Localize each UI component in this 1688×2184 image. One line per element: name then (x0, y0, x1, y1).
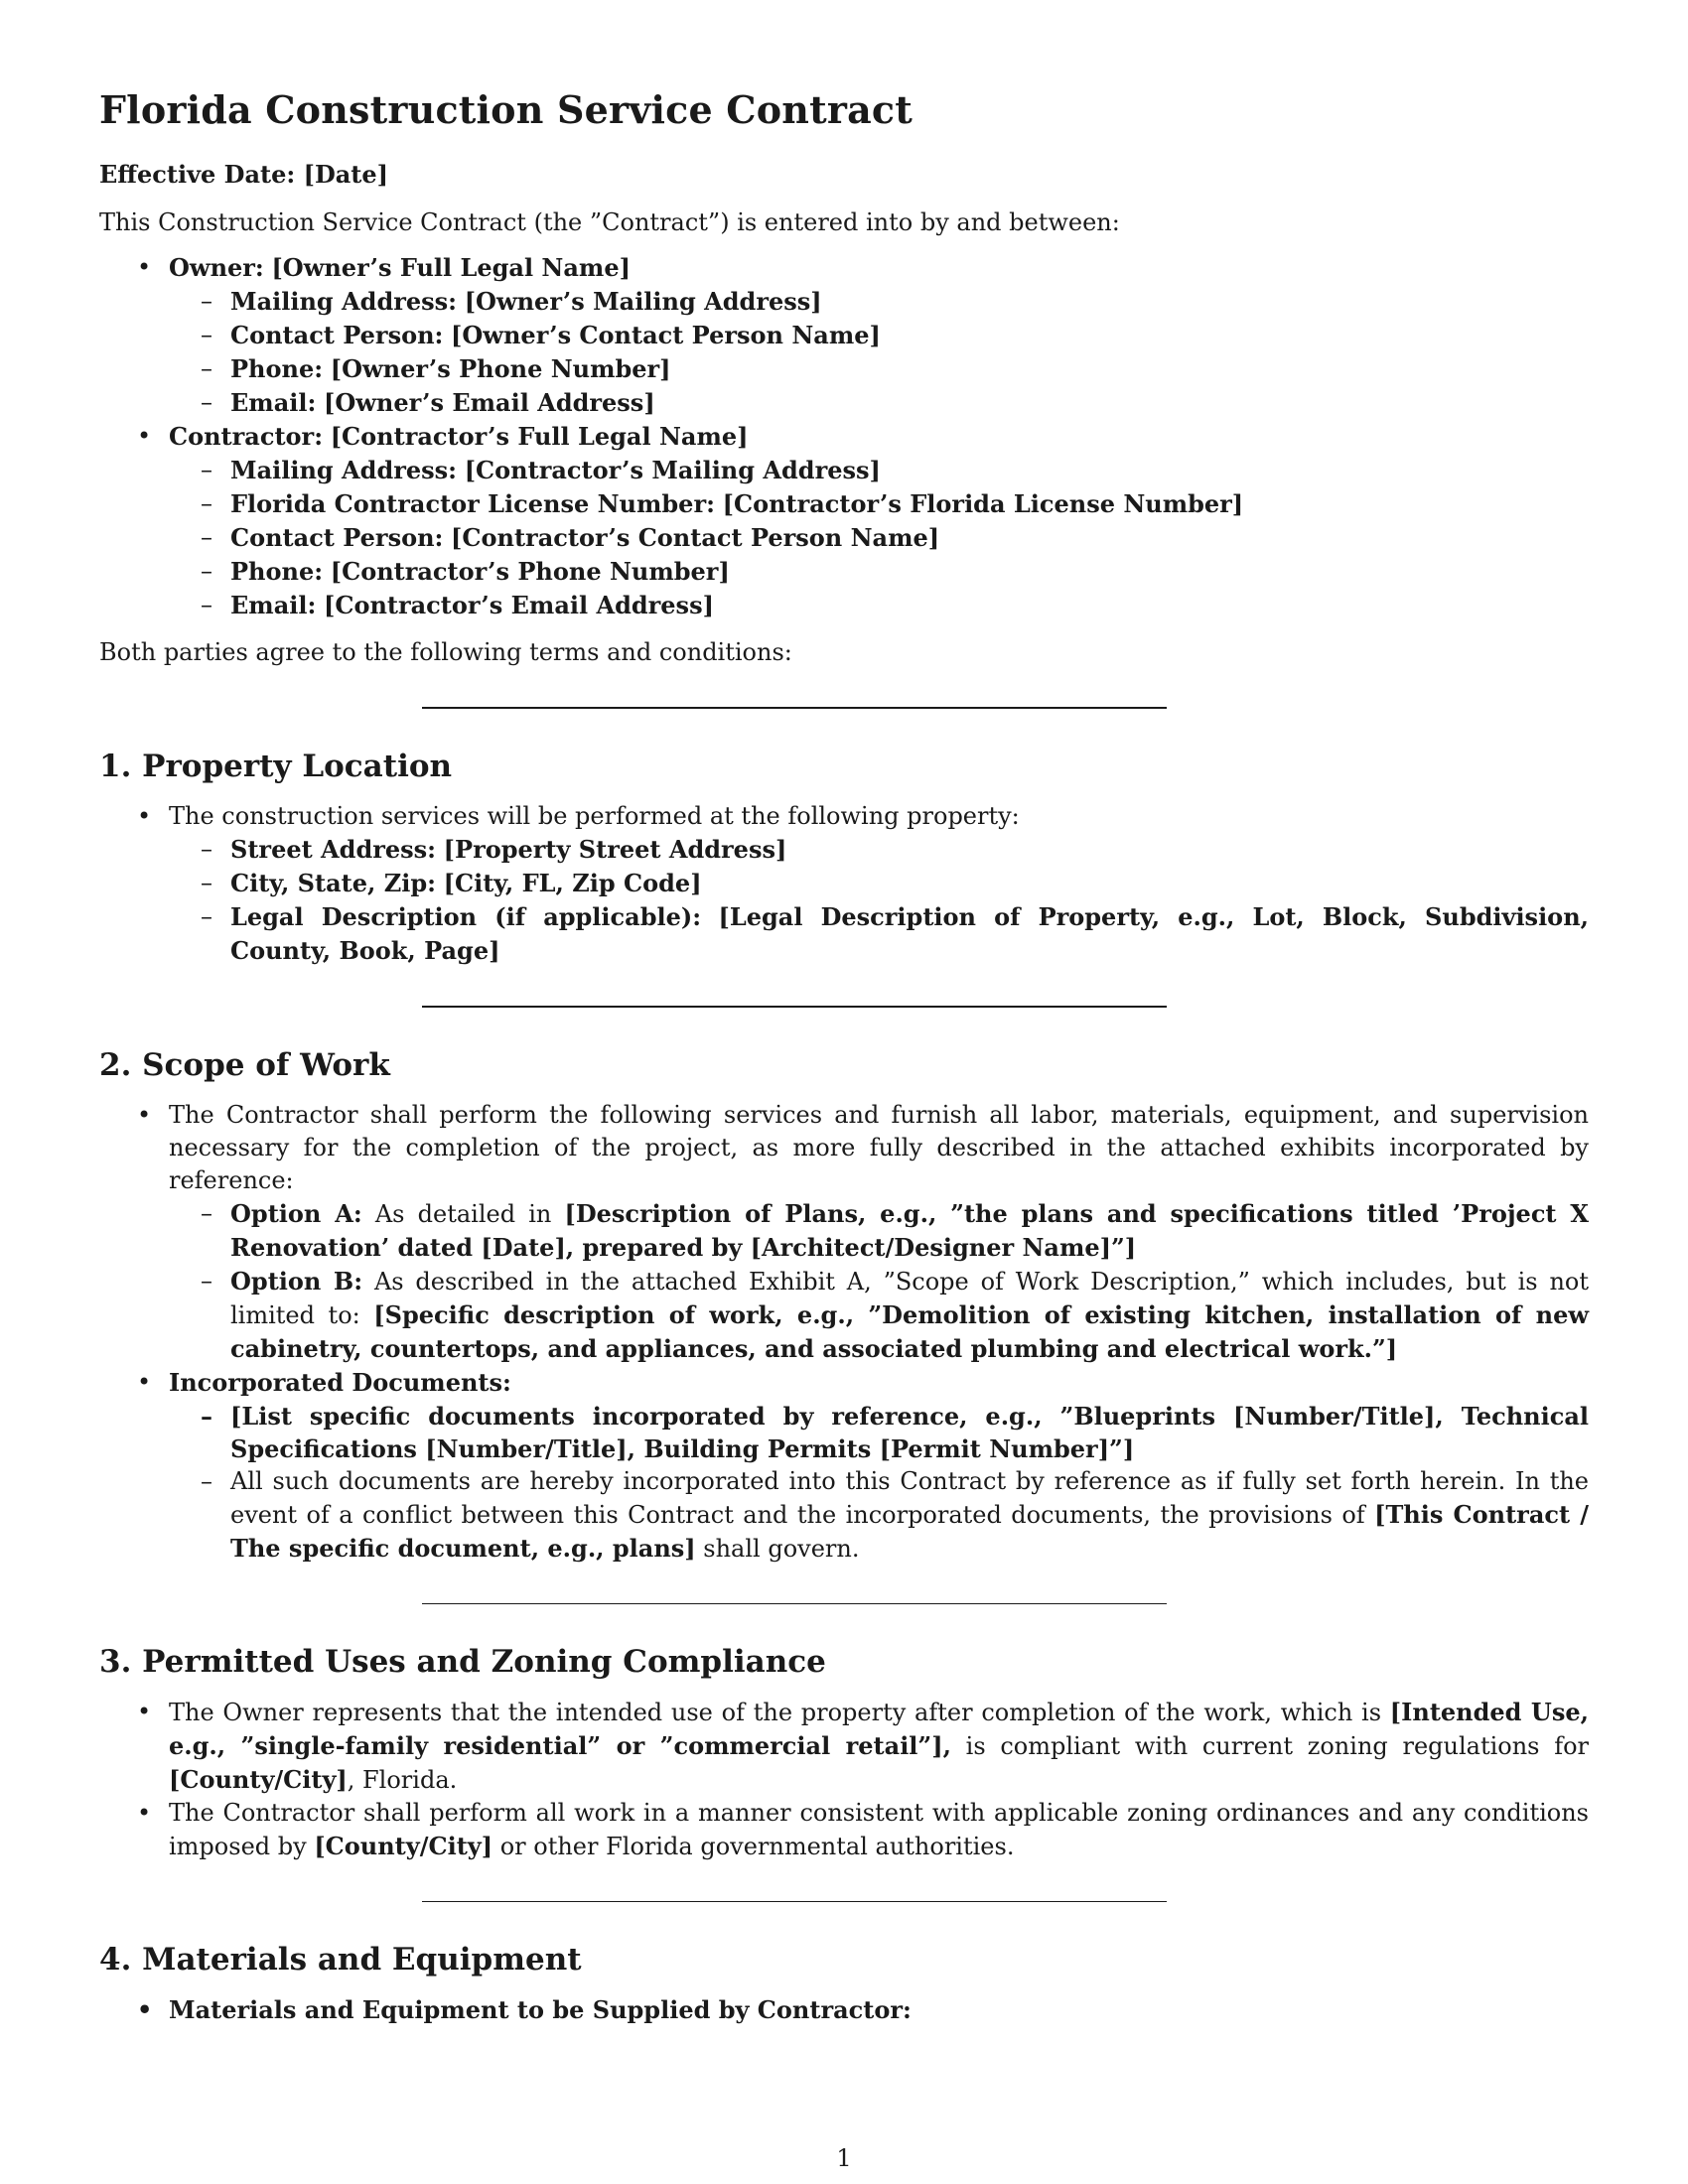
list-item (99, 800, 1589, 968)
detail-label: Email: (230, 388, 317, 417)
detail-value: [Contractor’s Phone Number] (330, 557, 730, 586)
contractor-details (169, 454, 1589, 622)
option-label: Option B: (230, 1267, 363, 1296)
property-detail (169, 867, 1589, 900)
detail-label: Street Address: (230, 835, 437, 864)
bold-segment: [County/City] (169, 1765, 348, 1794)
incorporated-label: Incorporated Documents: (169, 1368, 511, 1397)
detail-label: Contact Person: (230, 321, 444, 349)
section-4-heading: 4. Materials and Equipment (99, 1942, 582, 1978)
option-value: [Description of Plans, e.g., ”the plans and specifications titled ’Project X Renovation’ dated [Date], prepared by [Architect/Designer Name]”] (230, 1199, 1589, 1262)
text-segment: is compliant with current zoning regulations for (950, 1732, 1590, 1760)
contractor-label: Contractor: (169, 422, 324, 451)
detail-label: Mailing Address: (230, 456, 458, 484)
detail-label: City, State, Zip: (230, 869, 436, 897)
detail-label: Phone: (230, 557, 324, 586)
section-1-intro: The construction services will be performed at the following property: (169, 802, 1020, 830)
text-segment: or other Florida governmental authorities. (492, 1833, 1015, 1860)
property-details (169, 833, 1589, 968)
detail-label: Florida Contractor License Number: (230, 489, 715, 518)
detail-label: Legal Description (if applicable): (230, 902, 702, 931)
section-3-heading: 3. Permitted Uses and Zoning Compliance (99, 1644, 826, 1680)
property-detail (169, 833, 1589, 867)
section-divider (422, 707, 1167, 709)
agree-paragraph: Both parties agree to the following terms and conditions: (99, 638, 792, 666)
text-segment: , Florida. (347, 1766, 458, 1794)
contractor-name: [Contractor’s Full Legal Name] (330, 422, 749, 451)
option-b (169, 1265, 1589, 1366)
owner-label: Owner: (169, 253, 264, 282)
detail-value: [Owner’s Contact Person Name] (451, 321, 881, 349)
detail-value: [Property Street Address] (443, 835, 787, 864)
text-segment: The Contractor shall perform all work in a manner consistent with applicable zoning ordinances and any conditions imposed by (169, 1799, 1589, 1860)
detail-value: [City, FL, Zip Code] (443, 869, 702, 897)
incorporated-note (169, 1465, 1589, 1566)
incorporated-list: – [List specific documents incorporated by reference, e.g., ”Blueprints [Number/Title], Technical Specifications [Number/Title], Building Permits [Permit Number]”] (169, 1400, 1589, 1465)
property-detail (169, 900, 1589, 968)
incorporated-docs (169, 1400, 1589, 1566)
detail-value: [Contractor’s Florida License Number] (722, 489, 1244, 518)
option-label: Option A: (230, 1199, 362, 1228)
option-a (169, 1197, 1589, 1265)
list-item: • Materials and Equipment to be Supplied by Contractor: (99, 1993, 1589, 2026)
contractor-detail (169, 521, 1589, 555)
list-item (99, 1099, 1589, 1366)
owner-item (99, 251, 1589, 420)
detail-label: Phone: (230, 354, 324, 383)
detail-value: [Owner’s Mailing Address] (464, 287, 822, 316)
effective-date: Effective Date: [Date] (99, 160, 389, 189)
text-segment: The Owner represents that the intended use of the property after completion of the work, which is (169, 1699, 1390, 1726)
document-title: Florida Construction Service Contract (99, 87, 913, 132)
detail-label: Email: (230, 591, 317, 619)
contractor-item (99, 420, 1589, 622)
owner-details (169, 285, 1589, 420)
detail-label: Mailing Address: (230, 287, 458, 316)
owner-detail (169, 352, 1589, 386)
section-divider (422, 1901, 1167, 1902)
scope-options (169, 1197, 1589, 1366)
bold-segment: [Intended Use, e.g., ”single-family residential” or ”commercial retail”], (169, 1698, 1589, 1760)
option-text: As detailed in (374, 1200, 565, 1228)
detail-value: [Owner’s Phone Number] (330, 354, 671, 383)
section-3-list (99, 1696, 1589, 1863)
contract-page (99, 69, 1589, 2040)
section-divider (422, 1006, 1167, 1008)
section-2-list (99, 1099, 1589, 1566)
contractor-detail (169, 487, 1589, 521)
option-text: As described in the attached Exhibit A, ”Scope of Work Description,” which includes, but is not limited to: (230, 1268, 1589, 1329)
note-bold: [This Contract / The specific document, e.g., plans] (230, 1500, 1589, 1563)
section-4-list (99, 1993, 1589, 2026)
owner-name: [Owner’s Full Legal Name] (271, 253, 631, 282)
section-1-list (99, 800, 1589, 968)
contractor-detail (169, 454, 1589, 487)
detail-value: [Contractor’s Email Address] (323, 591, 714, 619)
contractor-detail (169, 589, 1589, 622)
detail-value: [Legal Description of Property, e.g., Lot, Block, Subdivision, County, Book, Page] (230, 902, 1589, 965)
page-number: 1 (836, 2144, 852, 2172)
owner-detail (169, 319, 1589, 352)
detail-value: [Contractor’s Mailing Address] (464, 456, 881, 484)
note-text: All such documents are hereby incorporated into this Contract by reference as if fully set forth herein. In the event of a conflict between this Contract and the incorporated documents, the provisions of (230, 1467, 1589, 1529)
note-end: shall govern. (695, 1535, 860, 1563)
detail-value: [Owner’s Email Address] (323, 388, 655, 417)
detail-label: Contact Person: (230, 523, 444, 552)
list-item (99, 1696, 1589, 1797)
list-item (99, 1797, 1589, 1863)
section-divider (422, 1603, 1167, 1604)
detail-value: [Contractor’s Contact Person Name] (451, 523, 940, 552)
list-item (99, 1366, 1589, 1566)
section-2-heading: 2. Scope of Work (99, 1047, 390, 1083)
section-1-heading: 1. Property Location (99, 749, 453, 784)
parties-list (99, 251, 1589, 622)
owner-detail (169, 285, 1589, 319)
contractor-detail (169, 555, 1589, 589)
section-2-intro: The Contractor shall perform the following services and furnish all labor, materials, equipment, and supervision necessary for the completion of the project, as more fully described in the attached exhibits incorporated by reference: (169, 1101, 1589, 1194)
intro-paragraph: This Construction Service Contract (the ”Contract”) is entered into by and between: (99, 208, 1120, 236)
option-value: [Specific description of work, e.g., ”Demolition of existing kitchen, installation of new cabinetry, countertops, and appliances, and associated plumbing and electrical work.”] (230, 1300, 1589, 1363)
owner-detail (169, 386, 1589, 420)
bold-segment: [County/City] (314, 1832, 493, 1860)
